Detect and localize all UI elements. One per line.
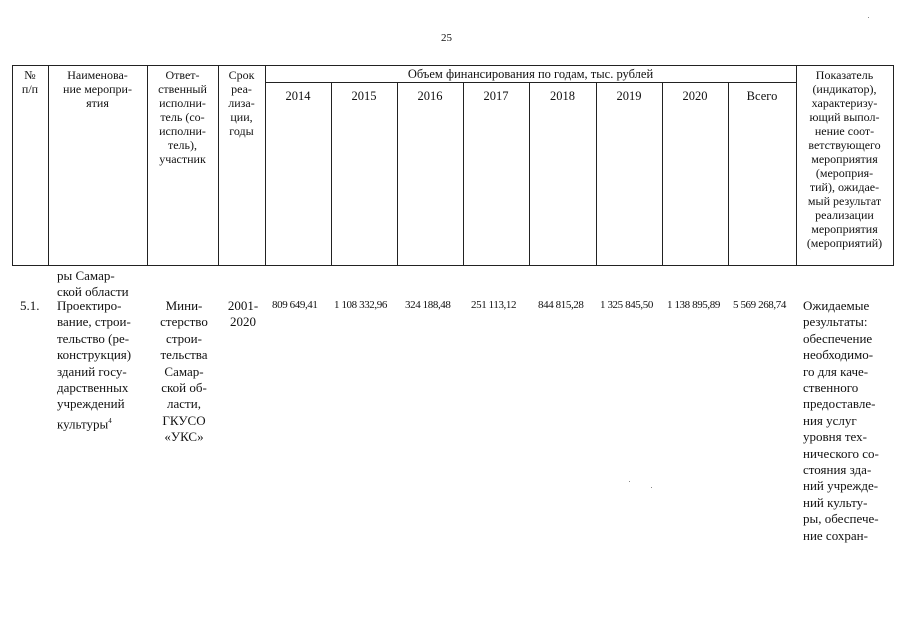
header-term: Срок реа- лиза- ции, годы bbox=[228, 68, 255, 138]
header-executor: Ответ- ственный исполни- тель (со- исполни- тель), участник bbox=[158, 68, 207, 166]
rule-v-10 bbox=[662, 82, 663, 266]
rule-v-8 bbox=[529, 82, 530, 266]
year-2017: 2017 bbox=[483, 89, 509, 103]
page-number: 25 bbox=[441, 32, 452, 44]
rule-v-5 bbox=[331, 82, 332, 266]
header-num: № п/п bbox=[21, 68, 39, 96]
value-2015: 1 108 332,96 bbox=[334, 299, 387, 311]
scan-speck bbox=[629, 481, 630, 482]
row-indicator: Ожидаемые результаты: обеспечение необходимо- го для каче- ственного предоставле- ния услуг уровня тех- нического со- стояния зда- ний учрежде- ний культу- ры, обеспече- ние сохран- bbox=[803, 298, 879, 543]
year-2016: 2016 bbox=[417, 89, 443, 103]
row-executor: Мини- стерство строи- тельства Самар- ской об- ласти, ГКУСО «УКС» bbox=[160, 298, 208, 445]
value-2014: 809 649,41 bbox=[272, 299, 318, 311]
scan-speck bbox=[868, 17, 869, 18]
scan-speck bbox=[651, 487, 652, 488]
rule-header-bottom bbox=[12, 265, 893, 266]
rule-v-9 bbox=[596, 82, 597, 266]
year-2015: 2015 bbox=[351, 89, 377, 103]
value-2018: 844 815,28 bbox=[538, 299, 584, 311]
header-indicator: Показатель (индикатор), характеризу- ющий выпол- нение соот- ветствующего мероприятия (мероприя- тий), ожидае- мый результат реализации мероприятия (мероприятий) bbox=[806, 68, 883, 250]
header-name: Наименова- ние меропри- ятия bbox=[63, 68, 132, 110]
value-2019: 1 325 845,50 bbox=[600, 299, 653, 311]
row-num: 5.1. bbox=[20, 298, 40, 313]
year-2014: 2014 bbox=[285, 89, 311, 103]
value-2020: 1 138 895,89 bbox=[667, 299, 720, 311]
rule-v-6 bbox=[397, 82, 398, 266]
value-total: 5 569 268,74 bbox=[733, 299, 786, 311]
header-funding: Объем финансирования по годам, тыс. рублей bbox=[407, 67, 654, 81]
row-name-footnote: 4 bbox=[108, 416, 112, 425]
year-total: Всего bbox=[746, 89, 778, 103]
carryover-text: ры Самар- ской области bbox=[57, 268, 129, 300]
rule-v-11 bbox=[728, 82, 729, 266]
rule-years bbox=[265, 82, 796, 83]
rule-v-13 bbox=[893, 65, 894, 266]
year-2020: 2020 bbox=[682, 89, 708, 103]
year-2019: 2019 bbox=[616, 89, 642, 103]
row-term: 2001- 2020 bbox=[227, 298, 259, 330]
row-name-text: Проектиро- вание, строи- тельство (ре- конструкция) зданий госу- дарственных учреждений культуры bbox=[57, 298, 132, 432]
rule-v-7 bbox=[463, 82, 464, 266]
value-2016: 324 188,48 bbox=[405, 299, 451, 311]
value-2017: 251 113,12 bbox=[471, 299, 517, 311]
year-2018: 2018 bbox=[550, 89, 575, 103]
row-name bbox=[57, 298, 147, 433]
rule-top bbox=[12, 65, 893, 66]
